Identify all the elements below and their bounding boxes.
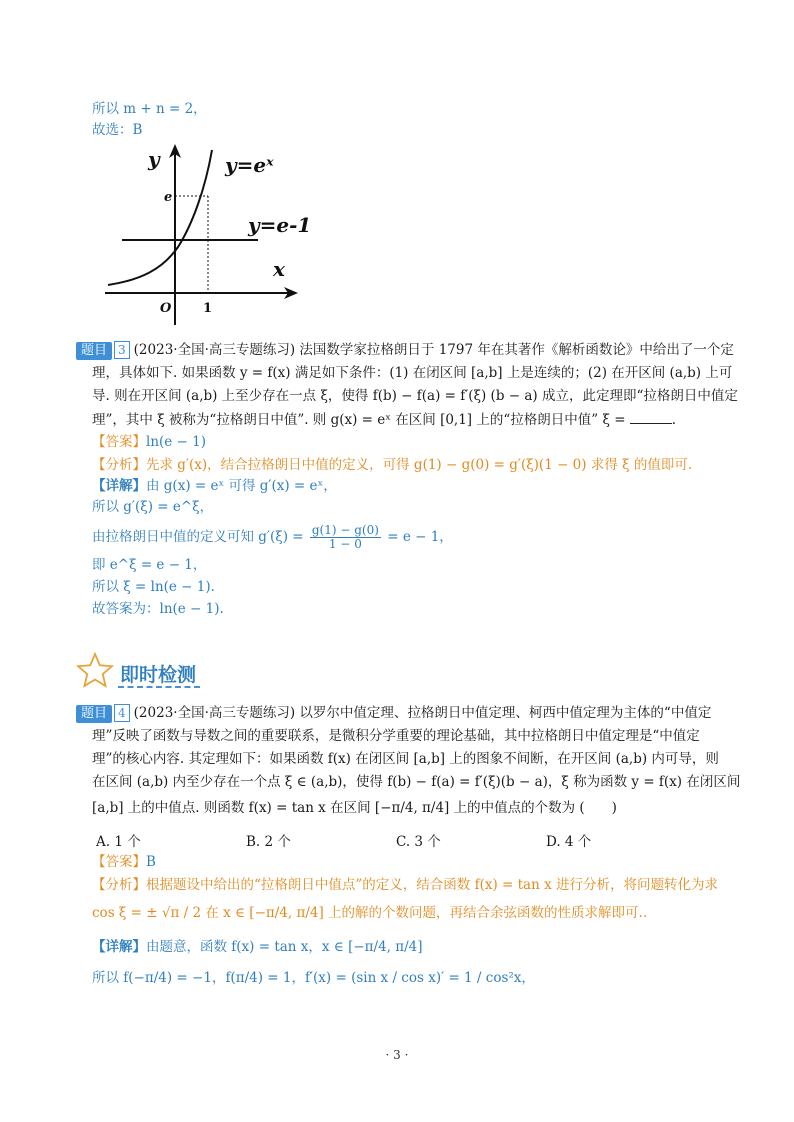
- curve-label: y=eˣ: [225, 153, 274, 177]
- q4-detail-text-1: 由题意，函数 f(x) = tan x，x ∈ [−π/4, π/4]: [146, 939, 423, 955]
- q4-line-1: [76, 703, 711, 723]
- q4-answer-label: 【答案】: [92, 854, 146, 870]
- q3-detail-3-fraction: [310, 524, 381, 551]
- q4-detail-2: 所以 f(−π/4) = −1，f(π/4) = 1，f′(x) = (sin x / cos x)′ = 1 / cos²x，: [92, 970, 535, 986]
- fraction-numerator: g(1) − g(0): [311, 523, 379, 537]
- q3-text-4-end: .: [671, 412, 677, 428]
- q3-text-1: (2023·全国·高三专题练习) 法国数学家拉格朗日于 1797 年在其著作《解析函数论》中给出了一个定: [133, 342, 734, 358]
- option-d: D. 4 个: [546, 834, 592, 850]
- label-one: 1: [203, 301, 213, 316]
- q3-answer-value: ln(e − 1): [146, 434, 207, 450]
- q4-analysis-label: 【分析】: [92, 877, 146, 893]
- q3-analysis-label: 【分析】: [92, 457, 146, 473]
- top-line-1: 所以 m + n = 2，: [92, 101, 207, 117]
- q4-number: 4: [114, 704, 130, 722]
- q3-detail-4: 即 e^ξ = e − 1，: [92, 557, 207, 573]
- hline-label: y=e-1: [248, 213, 312, 237]
- q4-line-5: [a,b] 上的中值点. 则函数 f(x) = tan x 在区间 [−π/4, π/4] 上的中值点的个数为 ( ): [92, 800, 617, 816]
- q3-answer-label: 【答案】: [92, 434, 146, 450]
- q3-detail-3-post: = e − 1，: [387, 529, 453, 545]
- exponential-graph: [100, 140, 320, 330]
- q3-detail-1: [92, 476, 337, 496]
- page-number: · 3 ·: [385, 1048, 409, 1062]
- q4-tag: 题目: [76, 705, 112, 723]
- q3-detail-3: [92, 524, 453, 551]
- q4-detail-1: [92, 937, 423, 957]
- q3-detail-5: 所以 ξ = ln(e − 1).: [92, 579, 215, 595]
- section-title: 即时检测: [120, 664, 197, 686]
- answer-blank: [630, 409, 672, 424]
- q3-line-4: [92, 409, 676, 430]
- q3-line-1: [76, 340, 734, 360]
- q4-text-1: (2023·全国·高三专题练习) 以罗尔中值定理、拉格朗日中值定理、柯西中值定理为主体的“中值定: [133, 705, 712, 721]
- q4-analysis-2: cos ξ = ± √π / 2 在 x ∈ [−π/4, π/4] 上的解的个数问题，再结合余弦函数的性质求解即可..: [92, 905, 648, 921]
- q3-detail-label: 【详解】: [92, 478, 146, 494]
- q4-line-3: 理”的核心内容. 其定理如下：如果函数 f(x) 在闭区间 [a,b] 上的图象不间断，在开区间 (a,b) 内可导，则: [92, 751, 719, 767]
- q4-analysis-text-1: 根据题设中给出的“拉格朗日中值点”的定义，结合函数 f(x) = tan x 进行分析，将问题转化为求: [146, 877, 718, 893]
- label-e: e: [164, 190, 173, 205]
- q3-analysis-text: 先求 g′(x)，结合拉格朗日中值的定义，可得 g(1) − g(0) = g′(ξ)(1 − 0) 求得 ξ 的值即可.: [146, 457, 693, 473]
- q4-line-4: 在区间 (a,b) 内至少存在一个点 ξ ∈ (a,b)，使得 f(b) − f(a) = f′(ξ)(b − a)，ξ 称为函数 y = f(x) 在闭区间: [92, 774, 741, 790]
- q4-detail-label: 【详解】: [92, 939, 146, 955]
- q3-detail-text-1: 由 g(x) = eˣ 可得 g′(x) = eˣ，: [146, 478, 337, 494]
- q3-number: 3: [114, 341, 130, 359]
- q4-analysis-1: [92, 875, 718, 895]
- q3-text-4: 理”，其中 ξ 被称为“拉格朗日中值”. 则 g(x) = eˣ 在区间 [0,1] 上的“拉格朗日中值” ξ =: [92, 412, 626, 428]
- q3-detail-2: 所以 g′(ξ) = e^ξ，: [92, 499, 214, 515]
- option-a: A. 1 个: [96, 834, 141, 850]
- label-y: y: [148, 147, 160, 171]
- q3-analysis: [92, 455, 692, 475]
- top-line-2: 故选：B: [92, 122, 143, 138]
- star-icon: [76, 652, 114, 688]
- q3-answer: [92, 432, 206, 452]
- option-c: C. 3 个: [396, 834, 441, 850]
- q3-detail-3-pre: 由拉格朗日中值的定义可知 g′(ξ) =: [92, 529, 304, 545]
- option-b: B. 2 个: [246, 834, 291, 850]
- label-origin: O: [160, 301, 172, 316]
- q3-detail-6: 故答案为：ln(e − 1).: [92, 601, 224, 617]
- q3-tag: 题目: [76, 342, 112, 360]
- section-underline: [118, 686, 200, 688]
- curve-exp: [108, 150, 212, 285]
- q4-answer: [92, 852, 156, 872]
- q4-line-2: 理”反映了函数与导数之间的重要联系，是微积分学重要的理论基础，其中拉格朗日中值定理是“中值定: [92, 728, 700, 744]
- q3-line-3: 导. 则在开区间 (a,b) 上至少存在一点 ξ，使得 f(b) − f(a) = f′(ξ) (b − a) 成立，此定理即“拉格朗日中值定: [92, 388, 738, 404]
- label-x: x: [273, 257, 285, 281]
- fraction-denominator: 1 − 0: [328, 537, 362, 551]
- q4-answer-value: B: [146, 854, 156, 870]
- q3-line-2: 理，具体如下. 如果函数 y = f(x) 满足如下条件：(1) 在闭区间 [a,b] 上是连续的；(2) 在开区间 (a,b) 上可: [92, 365, 733, 381]
